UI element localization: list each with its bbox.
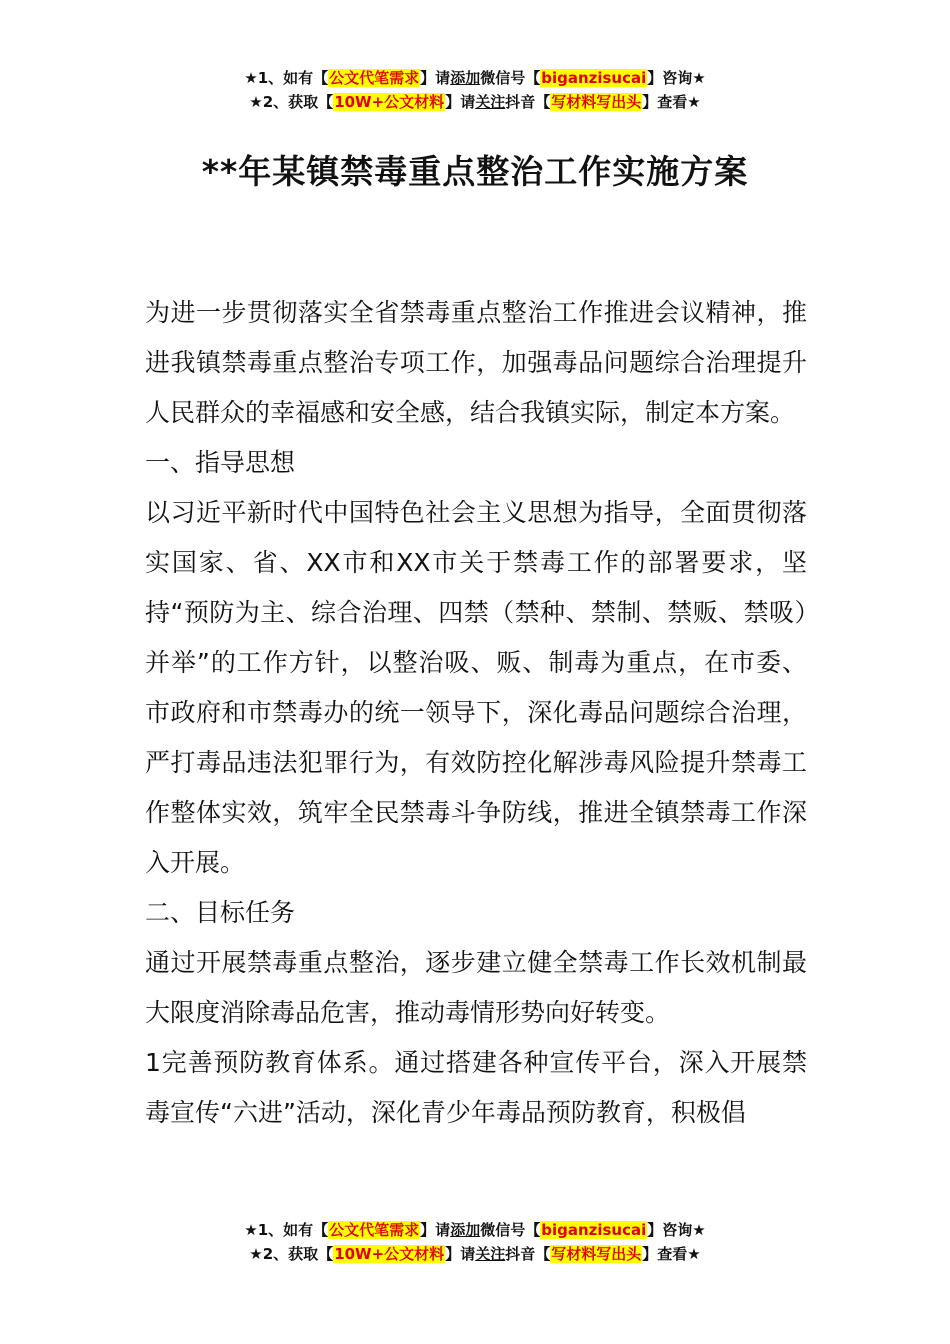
promo-highlight: 写材料写出头 [551,93,642,111]
promo-highlight: 10W+公文材料 [334,93,445,111]
document-title: **年某镇禁毒重点整治工作实施方案 [201,152,749,191]
promo-text: 】查看★ [642,1245,701,1263]
promo-highlight: biganzisucai [541,69,647,87]
promo-text: ★1、如有【 [244,1221,329,1239]
section-heading-guiding-ideology: 一、指导思想 [145,448,296,477]
promo-line-1 [0,66,950,90]
document-body [145,288,807,1138]
promo-line-1 [0,1218,950,1242]
promo-text: 】请 [420,69,451,87]
body-paragraph: 通过开展禁毒重点整治，逐步建立健全禁毒工作长效机制最大限度消除毒品危害，推动毒情形势向好转变。 [145,948,807,1027]
promo-underline: 关注 [475,1245,506,1263]
body-paragraph: 以习近平新时代中国特色社会主义思想为指导，全面贯彻落实国家、省、XX市和XX市关于禁毒工作的部署要求，坚持“预防为主、综合治理、四禁（禁种、禁制、禁贩、禁吸）并举”的工作方针，以整治吸、贩、制毒为重点，在市委、市政府和市禁毒办的统一领导下，深化毒品问题综合治理，严打毒品违法犯罪行为，有效防控化解涉毒风险提升禁毒工作整体实效，筑牢全民禁毒斗争防线，推进全镇禁毒工作深入开展。 [145,498,807,877]
promo-underline: 添加 [450,1221,481,1239]
promo-text: 抖音【 [505,1245,551,1263]
promo-text: 】请 [420,1221,451,1239]
promo-banner-bottom [0,1218,950,1266]
promo-highlight: 写材料写出头 [551,1245,642,1263]
promo-line-2 [0,90,950,114]
promo-text: ★1、如有【 [244,69,329,87]
promo-text: 】请 [445,1245,476,1263]
promo-highlight: biganzisucai [541,1221,647,1239]
promo-line-2 [0,1242,950,1266]
promo-text: 抖音【 [505,93,551,111]
promo-text: 微信号【 [480,69,541,87]
promo-text: 】咨询★ [647,1221,706,1239]
promo-underline: 添加 [450,69,481,87]
promo-text: ★2、获取【 [249,1245,334,1263]
section-heading-goals: 二、目标任务 [145,898,296,927]
promo-text: 】咨询★ [647,69,706,87]
promo-text: 微信号【 [480,1221,541,1239]
promo-banner-top [0,66,950,114]
intro-paragraph: 为进一步贯彻落实全省禁毒重点整治工作推进会议精神，推进我镇禁毒重点整治专项工作，加强毒品问题综合治理提升人民群众的幸福感和安全感，结合我镇实际，制定本方案。 [145,298,807,427]
promo-text: 】查看★ [642,93,701,111]
promo-highlight: 公文代笔需求 [329,1221,420,1239]
body-paragraph: 1完善预防教育体系。通过搭建各种宣传平台，深入开展禁毒宣传“六进”活动，深化青少年毒品预防教育，积极倡 [145,1048,807,1127]
promo-underline: 关注 [475,93,506,111]
promo-highlight: 公文代笔需求 [329,69,420,87]
promo-text: ★2、获取【 [249,93,334,111]
promo-text: 】请 [445,93,476,111]
promo-highlight: 10W+公文材料 [334,1245,445,1263]
